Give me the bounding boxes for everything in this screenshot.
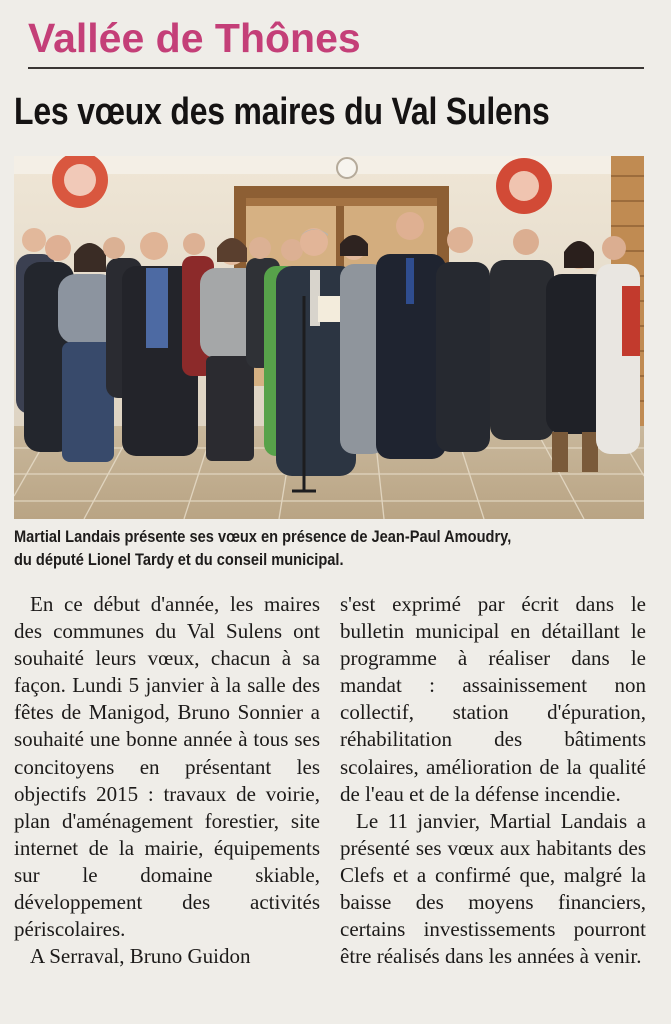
article-column-left [14, 591, 320, 970]
article-paragraph: Le 11 janvier, Martial Landais a présenté ses vœux aux habitants des Clefs et a confirmé que, malgré la baisse des moyens financiers, certains investissements pourront être réalisés dans les années à venir. [340, 808, 646, 969]
article-column-right [340, 591, 646, 970]
section-title: Vallée de Thônes [28, 15, 361, 61]
photo-caption-line-2: du député Lionel Tardy et du conseil municipal. [14, 550, 344, 569]
group-photo-icon [14, 156, 644, 519]
group-photo [14, 156, 644, 519]
photo-caption [14, 525, 573, 571]
article-paragraph: En ce début d'année, les maires des communes du Val Sulens ont souhaité leurs vœux, chacun à sa façon. Lundi 5 janvier à la salle des fêtes de Manigod, Bruno Sonnier a souhaité une bonne année à tous ses concitoyens en présentant les objectifs 2015 : travaux de voirie, plan d'aménagement forestier, site internet de la mairie, équipements sur le domaine skiable, développement des activités périscolaires. [14, 592, 320, 942]
article-paragraph: s'est exprimé par écrit dans le bulletin municipal en détaillant le programme à réaliser dans le mandat : assainissement non collectif, station d'épuration, réhabilitation des bâtiments scolaires, amélioration de la qualité de l'eau et de la défense incendie. [340, 592, 646, 806]
photo-caption-line-1: Martial Landais présente ses vœux en présence de Jean-Paul Amoudry, [14, 527, 512, 546]
section-rule [28, 67, 644, 69]
article-headline: Les vœux des maires du Val Sulens [14, 91, 550, 133]
article-paragraph: A Serraval, Bruno Guidon [30, 944, 251, 969]
